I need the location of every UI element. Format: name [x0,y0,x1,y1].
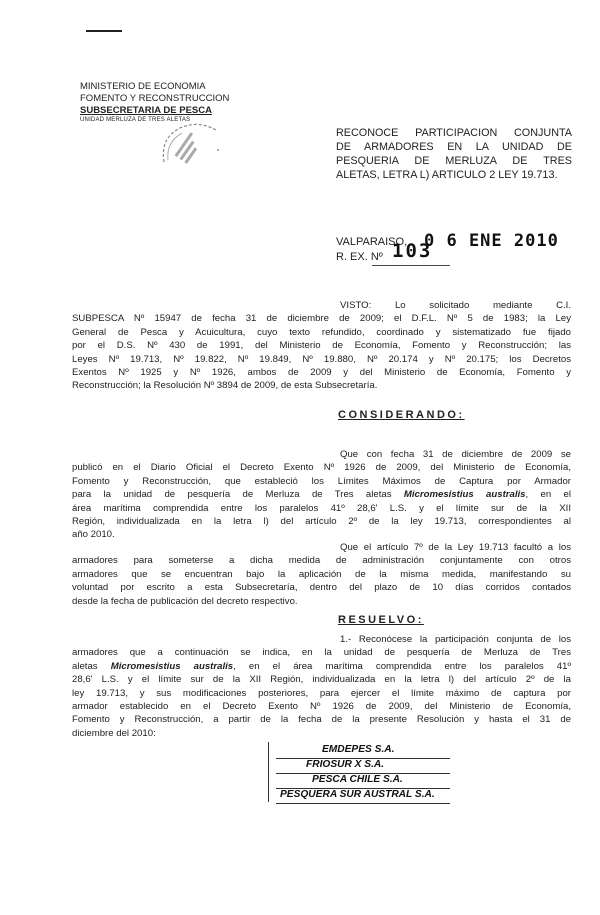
visto-line: por el D.S. Nº 430 de 1991, del Ministerio de Economía, Fomento y Reconstrucción; las [72,340,571,352]
resuelvo-line: aletas Micromesistius australis, en el área marítima comprendida entre los paralelos 41º [72,660,571,672]
resuelvo-paragraph-1 [72,633,571,740]
shipowners-list [268,742,450,802]
considerando-line: área marítima comprendida entre los paralelos 41º 28,6' L.S. y el límite sur de la XII [72,502,571,514]
visto-section [72,299,571,393]
shipowner-name: PESCA CHILE S.A. [312,774,403,785]
resolution-label: R. EX. Nº [336,251,383,263]
letterhead [80,81,229,124]
visto-line: SUBPESCA Nº 15947 de fecha 31 de diciembre de 2009; el D.F.L. Nº 5 de 1983; la Ley [72,313,571,325]
visto-line: Exentos Nº 1925 y Nº 1926, ambos de 2009 y del Ministerio de Economía, Fomento y [72,367,571,379]
considerando-line: Región, individualizada en la letra l) del artículo 2º de la ley 19.713, correspondientes al [72,516,571,528]
considerando-line: para la unidad de pesquería de Merluza de Tres aletas Micromesistius australis, en el [72,489,571,501]
resolution-number-underline [372,265,450,266]
visto-line: Reconstrucción; la Resolución Nº 3894 de 2009, de esta Subsecretaría. [72,380,378,392]
considerando-line: año 2010. [72,529,115,541]
resuelvo-line: 28,6' L.S. y el límite sur de la XII Región, individualizada en la letra l) del artículo 2º de la [72,674,571,686]
visto-line: VISTO: Lo solicitado mediante C.I. [340,300,571,311]
species-name: Micromesistius australis [110,660,234,672]
considerando-line: publicó en el Diario Oficial el Decreto Exento Nº 1926 de 2009, del Ministerio de Economía, [72,462,571,474]
considerando-line: Fomento y Reconstrucción, que estableció los Límites Máximos de Captura por Armador [72,475,571,487]
shipowner-row [276,744,450,759]
resuelvo-line: 1.- Reconócese la participación conjunta de los [340,634,571,645]
letterhead-unit: UNIDAD MERLUZA DE TRES ALETAS [80,117,191,123]
title-line: PESQUERIA DE MERLUZA DE TRES [336,155,572,167]
resuelvo-heading-text: RESUELVO: [338,614,424,626]
document-title [336,126,572,182]
visto-line: General de Pesca y Acuicultura, cuyo texto refundido, coordinado y sistematizado fue fijado [72,326,571,338]
considerando-line: Que con fecha 31 de diciembre de 2009 se [340,449,571,460]
top-margin-mark [86,30,122,32]
place-label: VALPARAISO, [336,236,408,248]
title-line: ALETAS, LETRA L) ARTICULO 2 LEY 19.713. [336,169,558,181]
considerando-paragraph-2 [72,541,571,608]
species-name: Micromesistius australis [403,489,526,501]
considerando-line: desde la fecha de publicación del decreto respectivo. [72,595,298,607]
considerando-line: armadores que se encuentran bajo la aplicación de la misma medida, manifestando su [72,568,571,580]
resuelvo-line: armador establecido en el Decreto Exento Nº 1926 de 2009, del Ministerio de Economía, [72,701,571,713]
visto-line: Leyes Nº 19.713, Nº 19.822, Nº 19.849, Nº 19.880, Nº 20.174 y Nº 20.175; los Decretos [72,353,571,365]
resuelvo-line: Fomento y Reconstrucción, a partir de la fecha de la presente Resolución y hasta el 31 de [72,714,571,726]
considerando-paragraph-1 [72,448,571,542]
shipowners-list-border [268,742,269,802]
resuelvo-line: ley 19.713, y sus modificaciones posteriores, para ejercer el límite máximo de captura por [72,687,571,699]
letterhead-subsecretaria: SUBSECRETARIA DE PESCA [80,105,212,116]
considerando-heading [338,409,465,421]
title-line: RECONOCE PARTICIPACION CONJUNTA [336,127,572,139]
shipowner-name: EMDEPES S.A. [322,744,395,755]
shipowner-row [276,789,450,804]
shipowner-row [276,759,450,774]
considerando-line: armadores para someterse a dicha medida de administración conjuntamente con otros [72,555,571,567]
title-line: DE ARMADORES EN LA UNIDAD DE [336,141,572,153]
shipowner-row [276,774,450,789]
date-stamp: 0 6 ENE 2010 [424,231,559,251]
shipowner-name: PESQUERA SUR AUSTRAL S.A. [280,789,435,800]
considerando-line: voluntad por escrito a esta Subsecretaría, dentro del plazo de 10 días corridos contados [72,582,571,594]
resuelvo-heading [338,614,424,626]
resuelvo-line: armadores que a continuación se indica, en la unidad de pesquería de Merluza de Tres [72,647,571,659]
resolution-number: 103 [392,240,433,262]
shipowner-name: FRIOSUR X S.A. [306,759,385,770]
considerando-line: Que el artículo 7º de la Ley 19.713 facultó a los [340,542,571,553]
considerando-heading-text: CONSIDERANDO: [338,409,465,421]
letterhead-ministry-2: FOMENTO Y RECONSTRUCCION [80,93,230,104]
official-seal-stamp [158,120,236,172]
letterhead-ministry: MINISTERIO DE ECONOMIA [80,81,206,92]
resuelvo-line: diciembre del 2010: [72,727,156,739]
